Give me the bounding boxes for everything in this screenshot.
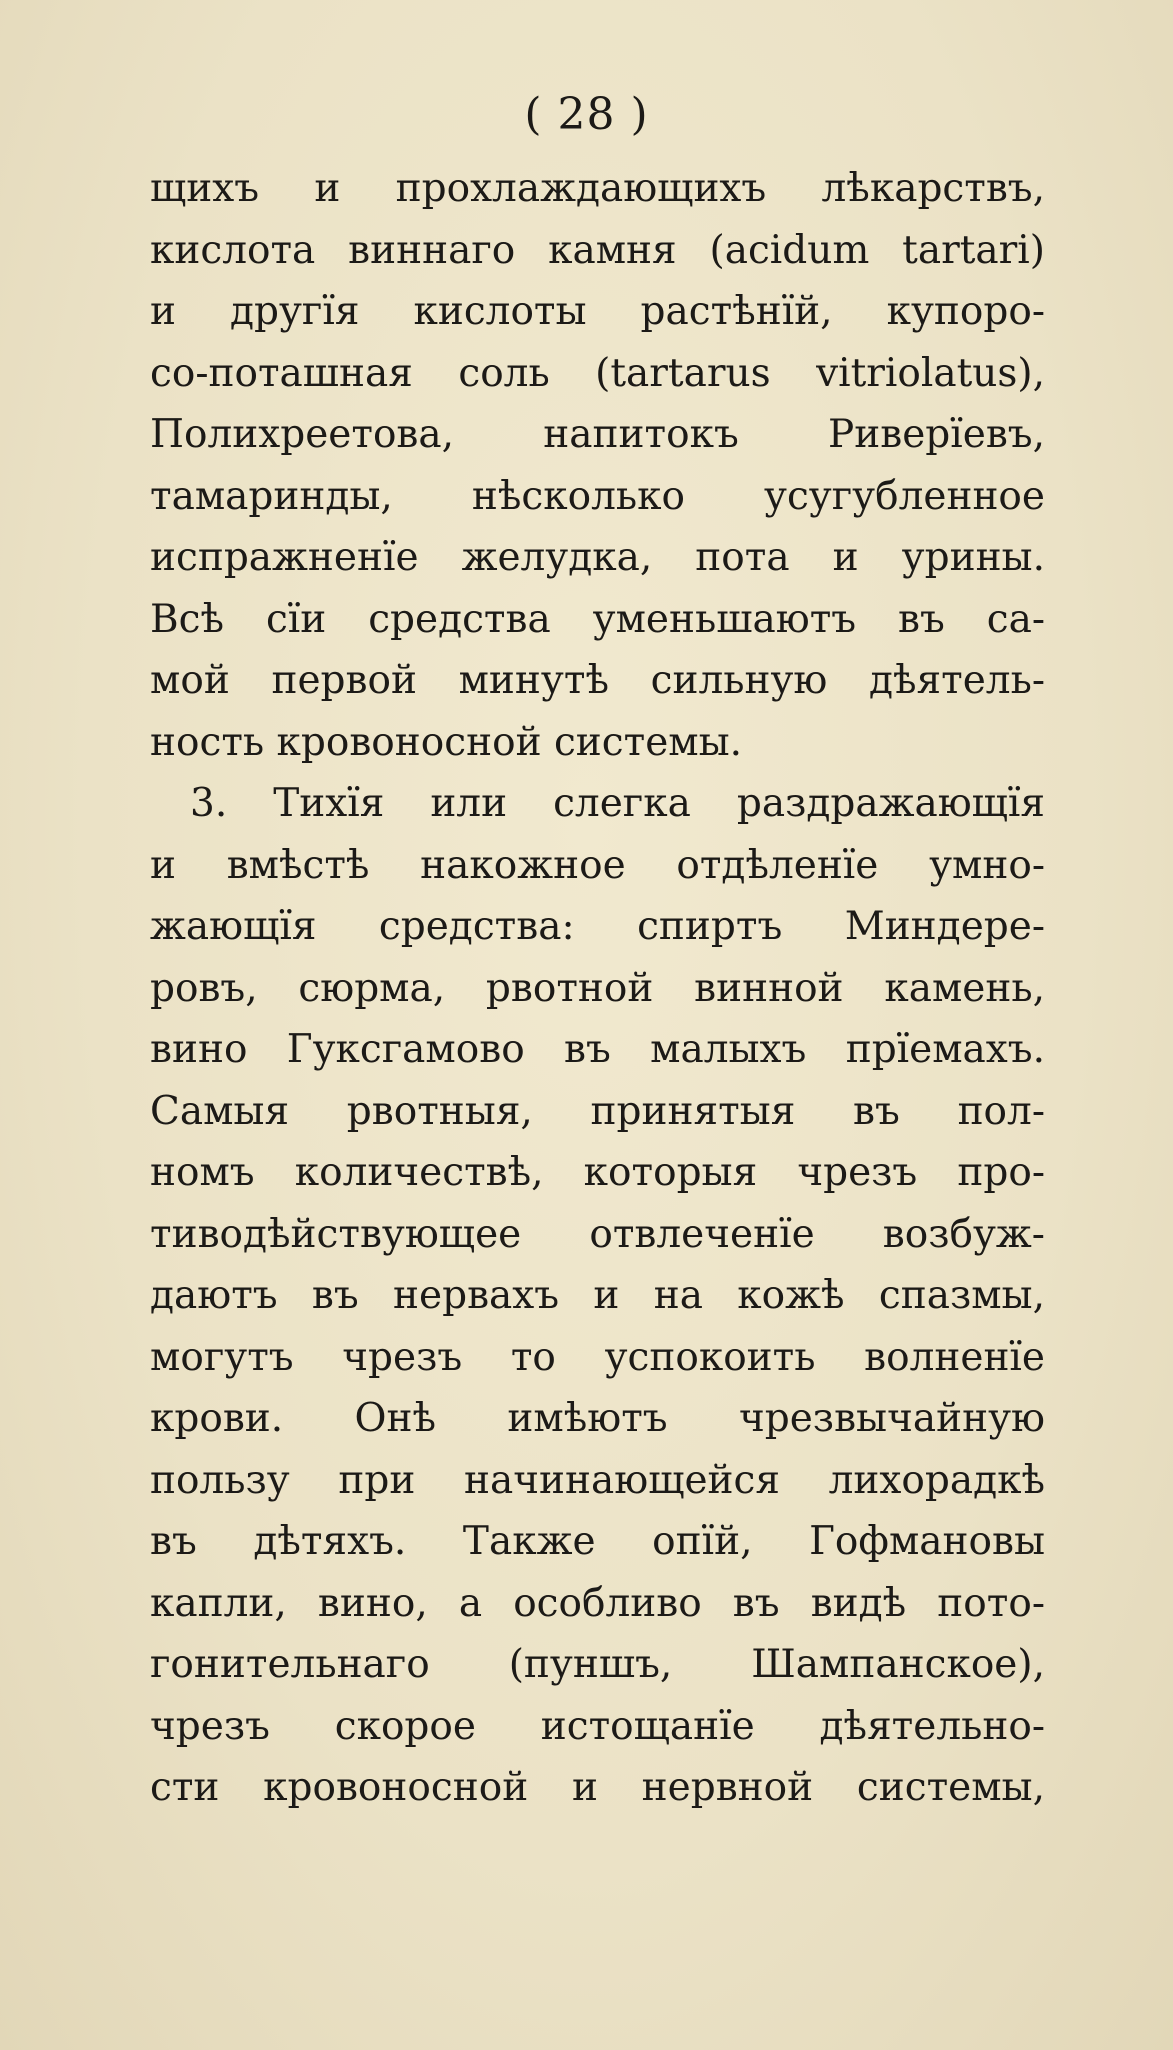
text-line: номъ количествѣ, которыя чрезъ про-	[150, 1150, 1045, 1195]
text-line: пользу при начинающейся лихорадкѣ	[150, 1457, 1045, 1503]
text-line: даютъ въ нервахъ и на кожѣ спазмы,	[150, 1273, 1045, 1318]
text-line: и вмѣстѣ накожное отдѣленїе умно-	[150, 842, 1045, 888]
text-line: ность кровоносной системы.	[150, 719, 743, 765]
text-line: со-поташная соль (tartarus vitriolatus),	[150, 350, 1045, 396]
text-line: испражненїе желудка, пота и урины.	[150, 535, 1045, 580]
text-line: крови. Онѣ имѣютъ чрезвычайную	[150, 1396, 1045, 1441]
text-line: тамаринды, нѣсколько усугубленное	[150, 473, 1045, 519]
text-line: кислота виннаго камня (acidum tartari)	[150, 227, 1045, 273]
text-line: жающїя средства: спиртъ Миндере-	[150, 904, 1045, 949]
text-line: Самыя рвотныя, принятыя въ пол-	[150, 1088, 1045, 1134]
text-line: ровъ, сюрма, рвотной винной камень,	[150, 965, 1045, 1011]
text-line: мой первой минутѣ сильную дѣятель-	[150, 658, 1045, 703]
text-line: и другїя кислоты растѣнїй, купоро-	[150, 289, 1045, 334]
text-line: щихъ и прохлаждающихъ лѣкарствъ,	[150, 166, 1045, 211]
text-line: тиводѣйствующее отвлеченїе возбуж-	[150, 1211, 1045, 1257]
text-line: вино Гуксгамово въ малыхъ прїемахъ.	[150, 1027, 1045, 1072]
text-line: чрезъ скорое истощанїе дѣятельно-	[150, 1703, 1045, 1749]
text-line: Всѣ сїи средства уменьшаютъ въ са-	[150, 596, 1045, 642]
text-line: сти кровоносной и нервной системы,	[150, 1765, 1045, 1810]
body-text	[150, 158, 1045, 1819]
page-number: ( 28 )	[524, 89, 649, 140]
text-line: гонительнаго (пуншъ, Шампанское),	[150, 1642, 1045, 1687]
text-line: 3. Тихїя или слегка раздражающїя	[190, 781, 1045, 826]
text-line: въ дѣтяхъ. Также опїй, Гофмановы	[150, 1519, 1045, 1564]
text-line: Полихреетова, напитокъ Риверїевъ,	[150, 412, 1045, 457]
text-line: капли, вино, а особливо въ видѣ пото-	[150, 1580, 1045, 1626]
text-line: могутъ чрезъ то успокоить волненїе	[150, 1334, 1045, 1380]
